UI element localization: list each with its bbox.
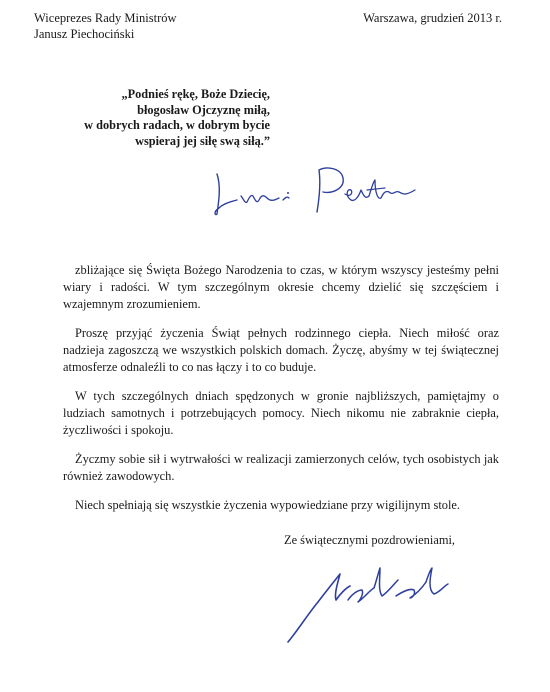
handwritten-salutation	[205, 160, 435, 224]
motto-line: wspieraj jej siłę swą siłą.”	[135, 133, 270, 148]
body-paragraph: Niech spełniają się wszystkie życzenia wypowiedziane przy wigilijnym stole.	[75, 498, 461, 512]
body-paragraph: zbliżające się Święta Bożego Narodzenia to czas, w którym wszyscy jesteśmy pełni wiary i radości. W tym szczególnym okresie chcemy dzielić się szczęściem i wzajemnym zrozumieniem.	[63, 263, 499, 311]
letter-body	[63, 262, 499, 526]
sender-name: Janusz Piechociński	[34, 27, 135, 41]
body-paragraph: Proszę przyjąć życzenia Świąt pełnych rodzinnego ciepła. Niech miłość oraz nadzieja zagoszczą we wszystkich polskich domach. Życzę, abyśmy w tej świątecznej atmosferze odnaleźli to co nas łączy i to co buduje.	[63, 326, 499, 374]
sender-block	[34, 10, 177, 42]
handwritten-signature	[278, 560, 478, 645]
motto-line: błogosław Ojczyznę miłą,	[137, 102, 270, 117]
body-paragraph: Życzmy sobie sił i wytrwałości w realizacji zamierzonych celów, tych osobistych jak również zawodowych.	[63, 452, 499, 483]
motto-quote	[70, 87, 270, 149]
sender-title: Wiceprezes Rady Ministrów	[34, 11, 177, 25]
motto-line: w dobrych radach, w dobrym bycie	[84, 118, 270, 132]
place-date: Warszawa, grudzień 2013 r.	[363, 11, 502, 25]
body-paragraph: W tych szczególnych dniach spędzonych w gronie najbliższych, pamiętajmy o ludziach samotnych i potrzebujących pomocy. Niech nikomu nie zabraknie ciepła, życzliwości i spokoju.	[63, 389, 499, 437]
motto-line: „Podnieś rękę, Boże Dziecię,	[121, 87, 270, 101]
closing-line: Ze świątecznymi pozdrowieniami,	[284, 533, 456, 547]
